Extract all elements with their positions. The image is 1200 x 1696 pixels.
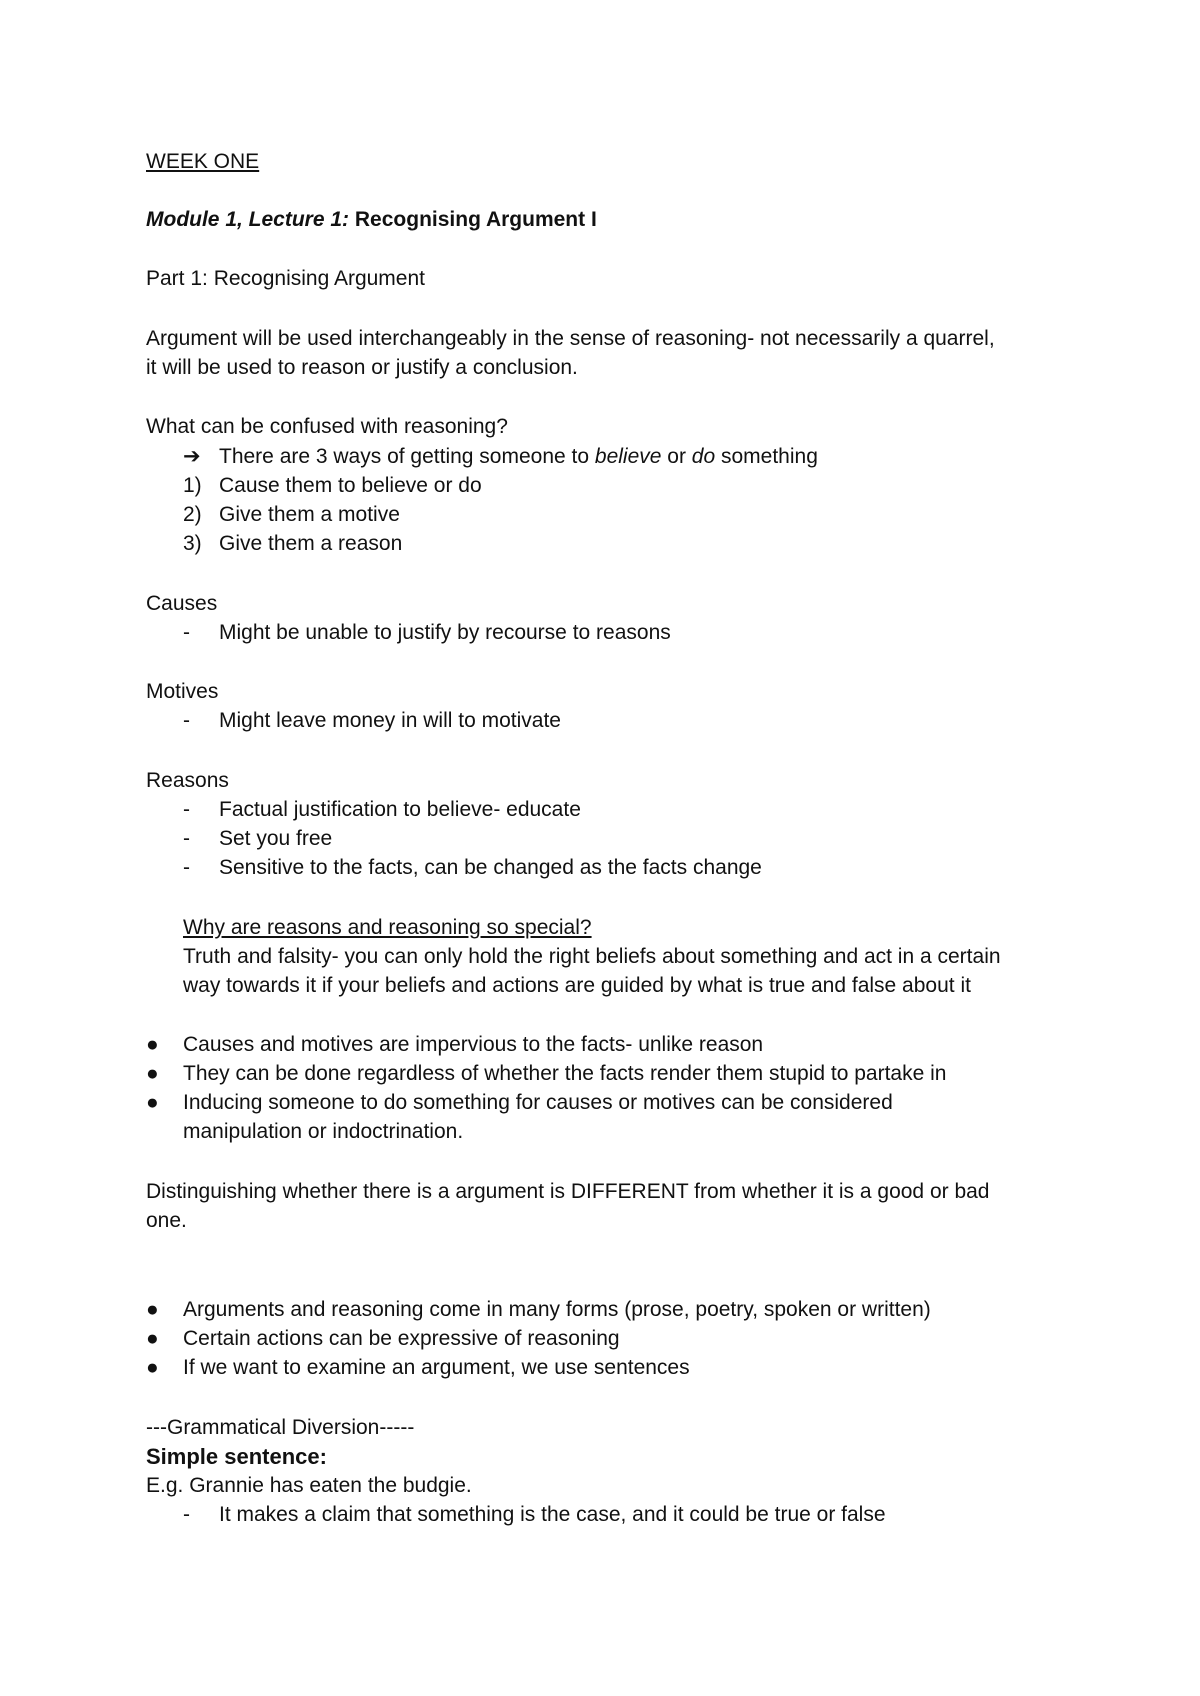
reasons-heading: Reasons: [146, 769, 229, 792]
grammar-example: E.g. Grannie has eaten the budgie.: [146, 1474, 472, 1497]
list-item: Factual justification to believe- educate: [219, 798, 581, 821]
week-title: WEEK ONE: [146, 150, 260, 173]
dash-marker: -: [183, 621, 190, 644]
list-item: Inducing someone to do something for causes or motives can be considered: [183, 1091, 893, 1114]
list-item: If we want to examine an argument, we use sentences: [183, 1356, 690, 1379]
part-heading: Part 1: Recognising Argument: [146, 267, 425, 290]
ways-intro-b: something: [715, 445, 818, 468]
list-item: Cause them to believe or do: [219, 474, 482, 497]
bullet-icon: ●: [146, 1033, 159, 1056]
arrow-icon: ➔: [183, 445, 201, 468]
causes-heading: Causes: [146, 592, 218, 615]
list-item: Sensitive to the facts, can be changed as the facts change: [219, 856, 762, 879]
bullet-icon: ●: [146, 1091, 159, 1114]
dash-marker: -: [183, 827, 190, 850]
bullet-icon: ●: [146, 1062, 159, 1085]
intro-line-1: Argument will be used interchangeably in the sense of reasoning- not necessarily a quarrel,: [146, 327, 995, 350]
ways-or: or: [661, 445, 692, 468]
bullet-icon: ●: [146, 1327, 159, 1350]
special-question: Why are reasons and reasoning so special?: [183, 916, 592, 939]
module-title: Recognising Argument I: [354, 208, 597, 231]
distinguish-line-2: one.: [146, 1209, 187, 1232]
ways-intro-a: There are 3 ways of getting someone to: [219, 445, 595, 468]
list-item-continuation: manipulation or indoctrination.: [183, 1120, 464, 1143]
ways-do: do: [691, 445, 716, 468]
special-line-2: way towards it if your beliefs and actions are guided by what is true and false about it: [183, 974, 971, 997]
ways-believe: believe: [594, 445, 662, 468]
module-heading: [146, 206, 597, 234]
list-item: It makes a claim that something is the case, and it could be true or false: [219, 1503, 886, 1526]
list-number: 1): [183, 474, 202, 497]
confused-question: What can be confused with reasoning?: [146, 415, 508, 438]
bullet-icon: ●: [146, 1298, 159, 1321]
module-prefix: Module 1, Lecture 1:: [146, 208, 350, 231]
grammar-divider: ---Grammatical Diversion-----: [146, 1416, 415, 1439]
intro-line-2: it will be used to reason or justify a conclusion.: [146, 356, 578, 379]
list-item: Give them a motive: [219, 503, 400, 526]
dash-marker: -: [183, 798, 190, 821]
list-item: Certain actions can be expressive of reasoning: [183, 1327, 620, 1350]
simple-sentence-heading: Simple sentence:: [146, 1444, 327, 1469]
list-item: Arguments and reasoning come in many forms (prose, poetry, spoken or written): [183, 1298, 931, 1321]
dash-marker: -: [183, 856, 190, 879]
dash-marker: -: [183, 709, 190, 732]
list-item: Give them a reason: [219, 532, 403, 555]
distinguish-line-1: Distinguishing whether there is a argument is DIFFERENT from whether it is a good or bad: [146, 1180, 990, 1203]
special-line-1: Truth and falsity- you can only hold the right beliefs about something and act in a certain: [183, 945, 1001, 968]
list-item: Set you free: [219, 827, 333, 850]
list-number: 2): [183, 503, 202, 526]
list-number: 3): [183, 532, 202, 555]
motives-heading: Motives: [146, 680, 219, 703]
list-item: They can be done regardless of whether the facts render them stupid to partake in: [183, 1062, 947, 1085]
dash-marker: -: [183, 1503, 190, 1526]
bullet-icon: ●: [146, 1356, 159, 1379]
list-item: Causes and motives are impervious to the facts- unlike reason: [183, 1033, 764, 1056]
list-item: Might be unable to justify by recourse to reasons: [219, 621, 671, 644]
ways-intro: [219, 443, 818, 471]
list-item: Might leave money in will to motivate: [219, 709, 561, 732]
